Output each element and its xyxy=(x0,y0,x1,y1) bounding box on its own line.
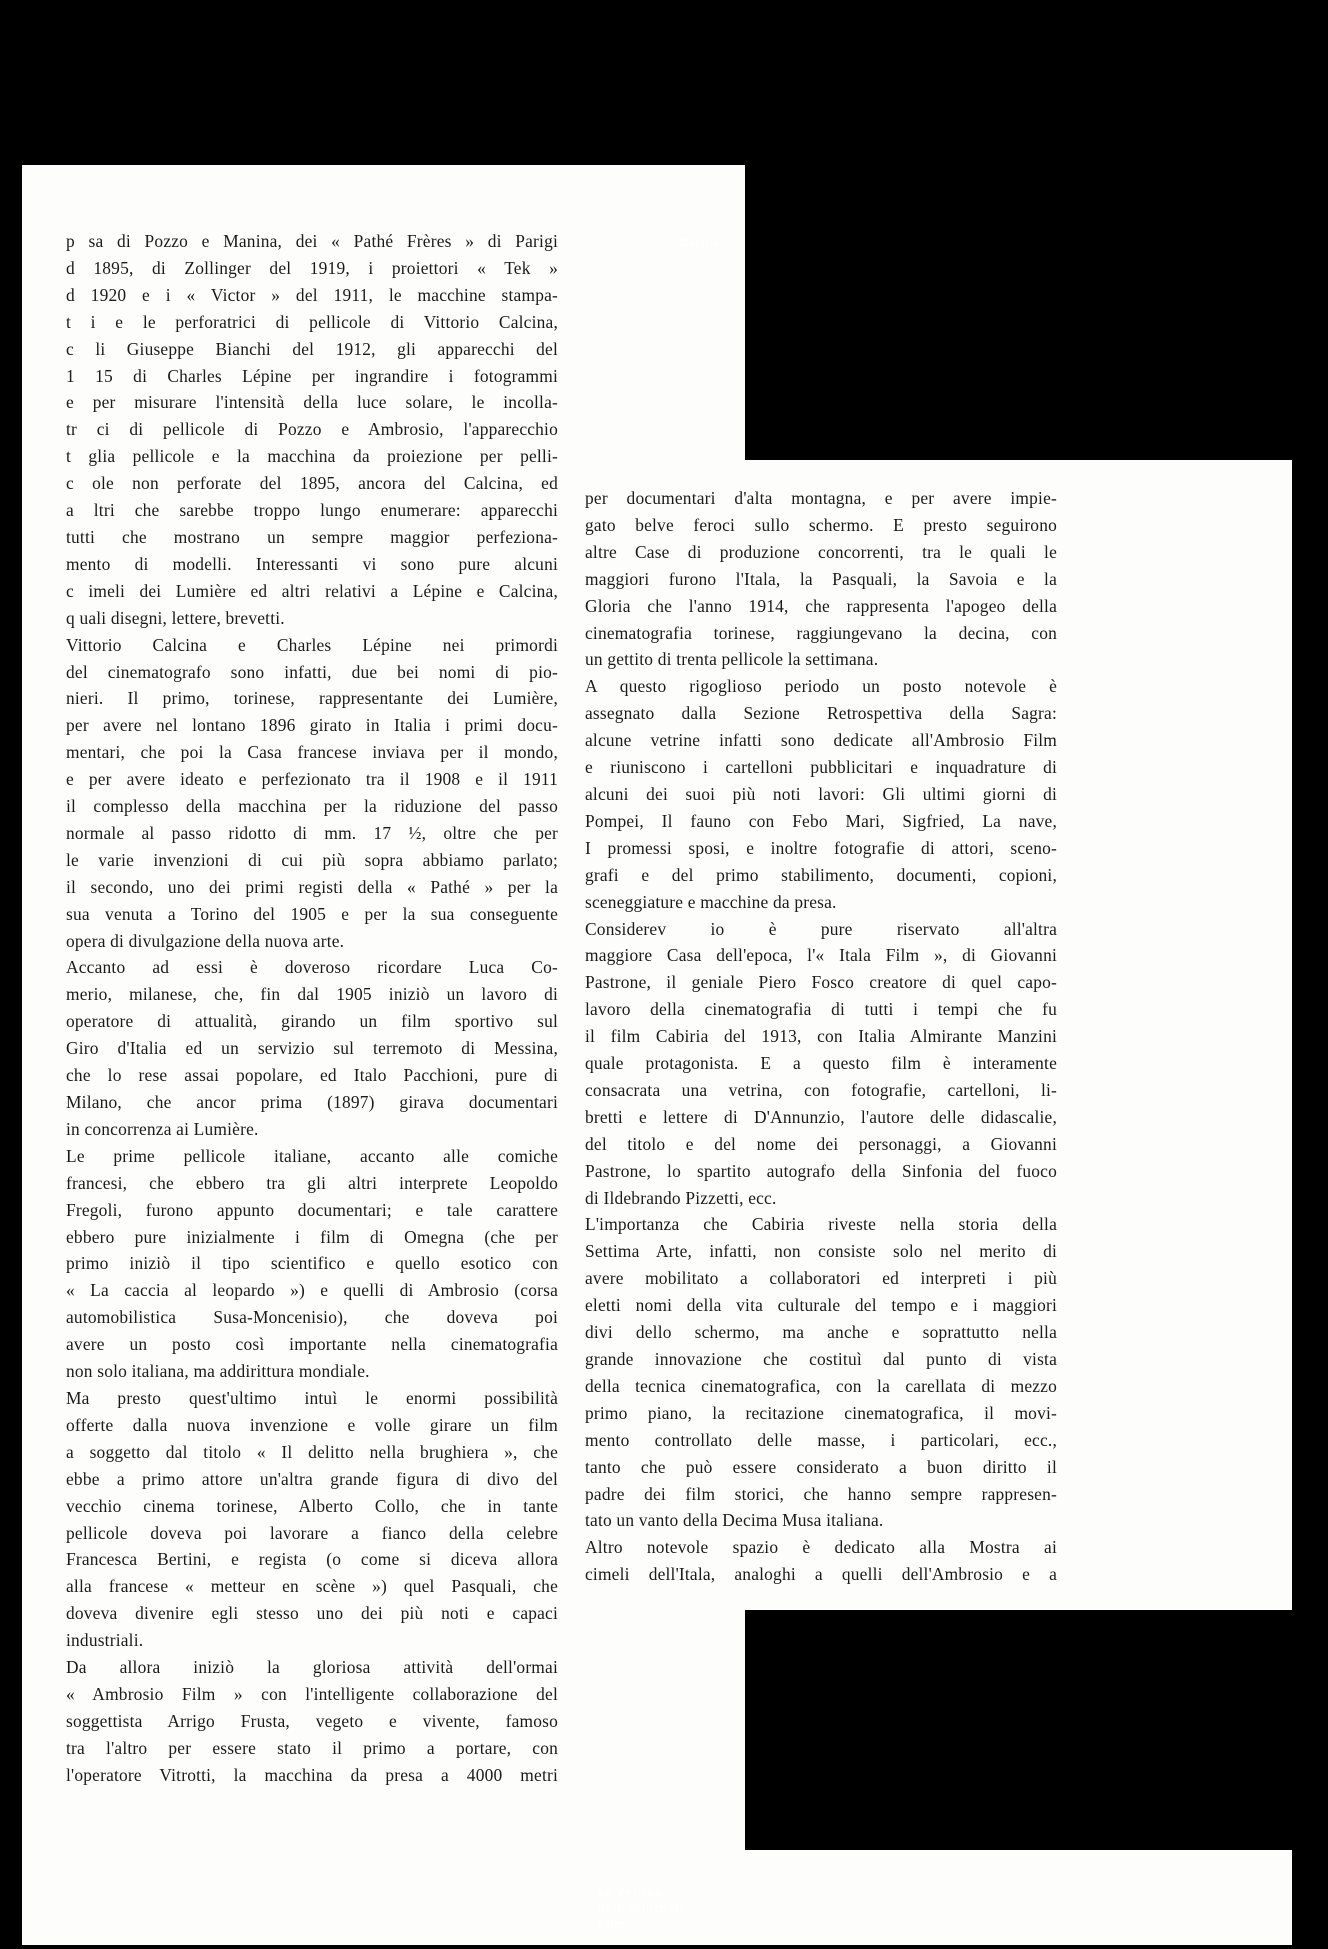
text-line: c imeli dei Lumière ed altri relativi a Lépine e Calcina, xyxy=(66,580,558,601)
cabiria-photo-area xyxy=(745,165,1305,460)
text-line: di Ildebrando Pizzetti, ecc. xyxy=(585,1187,777,1208)
text-line: c ole non perforate del 1895, ancora del Calcina, ed xyxy=(66,473,558,494)
text-line: eletti nomi della vita culturale del tempo e i maggiori xyxy=(585,1295,1057,1316)
text-line: automobilistica Susa-Moncenisio), che doveva poi xyxy=(66,1307,558,1328)
caption-line: La vetrina xyxy=(598,1887,663,1899)
text-line: della tecnica cinematografica, con la carellata di mezzo xyxy=(585,1375,1057,1396)
text-line: Pompei, Il fauno con Febo Mari, Sigfried, La nave, xyxy=(585,810,1057,831)
right-text-column xyxy=(585,485,1057,1588)
text-line: Accanto ad essi è doveroso ricordare Luca Co- xyxy=(66,957,558,978)
text-line: Ma presto quest'ultimo intuì le enormi possibilità xyxy=(66,1387,558,1408)
text-line: che lo rese assai popolare, ed Italo Pacchioni, pure di xyxy=(66,1065,558,1086)
text-line: Vittorio Calcina e Charles Lépine nei primordi xyxy=(66,634,558,655)
text-line: avere un posto così importante nella cinematografia xyxy=(66,1334,558,1355)
text-line: Milano, che ancor prima (1897) girava documentari xyxy=(66,1092,558,1112)
text-line: l'operatore Vitrotti, la macchina da presa a 4000 metri xyxy=(66,1764,558,1785)
text-line: lavoro della cinematografia di tutti i tempi che fu xyxy=(585,999,1057,1020)
text-line: I promessi sposi, e inoltre fotografie di attori, sceno- xyxy=(585,837,1057,858)
text-line: tra l'altro per essere stato il primo a portare, con xyxy=(66,1737,558,1758)
text-line: tanto che può essere considerato a buon diritto il xyxy=(585,1456,1057,1477)
text-line: le varie invenzioni di cui più sopra abbiamo parlato; xyxy=(66,849,558,870)
text-line: maggiori furono l'Itala, la Pasquali, la Savoia e la xyxy=(585,568,1057,589)
text-line: grande innovazione che costituì dal punto di vista xyxy=(585,1349,1057,1369)
text-line: e riuniscono i cartelloni pubblicitari e inquadrature di xyxy=(585,757,1057,778)
text-line: del cinematografo sono infatti, due bei nomi di pio- xyxy=(66,661,558,682)
text-line: vecchio cinema torinese, Alberto Collo, che in tante xyxy=(66,1495,558,1516)
text-line: nieri. Il primo, torinese, rappresentante dei Lumière, xyxy=(66,688,558,709)
text-line: 1 15 di Charles Lépine per ingrandire i fotogrammi xyxy=(66,365,558,386)
text-line: del titolo e del nome dei personaggi, a Giovanni xyxy=(585,1133,1057,1154)
text-line: padre dei film storici, che hanno sempre rappresen- xyxy=(585,1483,1057,1504)
text-line: mento controllato delle masse, i particolari, ecc., xyxy=(585,1429,1057,1450)
text-line: alcuni dei suoi più noti lavori: Gli ultimi giorni di xyxy=(585,783,1057,804)
text-line: d 1920 e i « Victor » del 1911, le macchine stampa- xyxy=(66,284,558,305)
text-line: Da allora iniziò la gloriosa attività dell'ormai xyxy=(66,1657,558,1678)
text-line: consacrata una vetrina, con fotografie, cartelloni, li- xyxy=(585,1079,1057,1100)
text-line: alla francese « metteur en scène ») quel Pasquali, che xyxy=(66,1576,558,1597)
text-line: mento di modelli. Interessanti vi sono pure alcuni xyxy=(66,553,558,574)
text-line: industriali. xyxy=(66,1630,144,1651)
text-line: a soggetto dal titolo « Il delitto nella brughiera », che xyxy=(66,1441,558,1462)
text-line: francesi, che ebbero tra gli altri interprete Leopoldo xyxy=(66,1172,558,1193)
text-line: Giro d'Italia ed un servizio sul terremoto di Messina, xyxy=(66,1038,558,1059)
text-line: Pastrone, lo spartito autografo della Sinfonia del fuoco xyxy=(585,1160,1057,1181)
left-text-column xyxy=(66,228,558,1789)
text-line: sua venuta a Torino del 1905 e per la sua conseguente xyxy=(66,903,558,924)
text-line: ebbe a primo attore un'altra grande figura di divo del xyxy=(66,1468,558,1489)
caption-line: dell'Ambrosio xyxy=(598,1903,688,1915)
text-line: opera di divulgazione della nuova arte. xyxy=(66,930,345,951)
text-line: operatore di attualità, girando un film sportivo sul xyxy=(66,1011,558,1032)
text-line: primo iniziò il tipo scientifico e quello esotico con xyxy=(66,1253,558,1274)
text-line: assegnato dalla Sezione Retrospettiva della Sagra: xyxy=(585,703,1057,724)
text-line: sceneggiature e macchine da presa. xyxy=(585,891,837,912)
text-line: ebbero pure inizialmente i film di Omegna (che per xyxy=(66,1226,558,1247)
text-line: mentari, che poi la Casa francese inviava per il mondo, xyxy=(66,742,558,763)
text-line: cinematografia torinese, raggiungevano la decina, con xyxy=(585,622,1057,643)
text-line: Fregoli, furono appunto documentari; e tale carattere xyxy=(66,1199,558,1220)
text-line: a ltri che sarebbe troppo lungo enumerare: apparecchi xyxy=(66,500,558,521)
text-line: Settima Arte, infatti, non consiste solo nel merito di xyxy=(585,1241,1057,1262)
text-line: Francesca Bertini, e regista (o come si diceva allora xyxy=(66,1549,558,1570)
text-line: tutti che mostrano un sempre maggior perfeziona- xyxy=(66,526,558,547)
text-line: per avere nel lontano 1896 girato in Italia i primi docu- xyxy=(66,715,558,736)
text-line: tr ci di pellicole di Pozzo e Ambrosio, l'apparecchio xyxy=(66,419,558,440)
text-line: avere mobilitato a collaboratori ed interpreti i più xyxy=(585,1268,1057,1289)
text-line: grafi e del primo stabilimento, documenti, copioni, xyxy=(585,864,1057,885)
text-line: Gloria che l'anno 1914, che rappresenta l'apogeo della xyxy=(585,595,1057,616)
text-line: quale protagonista. E a questo film è interamente xyxy=(585,1053,1057,1074)
text-line: il secondo, uno dei primi registi della « Pathé » per la xyxy=(66,876,558,897)
text-line: in concorrenza ai Lumière. xyxy=(66,1118,259,1139)
text-line: normale al passo ridotto di mm. 17 ½, oltre che per xyxy=(66,822,558,843)
text-line: doveva divenire egli stesso uno dei più noti e capaci xyxy=(66,1603,558,1624)
text-line: merio, milanese, che, fin dal 1905 iniziò un lavoro di xyxy=(66,984,558,1005)
text-line: t glia pellicole e la macchina da proiezione per pelli- xyxy=(66,446,558,467)
text-line: « La caccia al leopardo ») e quelli di Ambrosio (corsa xyxy=(66,1280,558,1301)
text-line: Pastrone, il geniale Piero Fosco creatore di quel capo- xyxy=(585,972,1057,993)
text-line: d 1895, di Zollinger del 1919, i proiettori « Tek » xyxy=(66,257,558,278)
text-line: tato un vanto della Decima Musa italiana. xyxy=(585,1510,884,1531)
text-line: bretti e lettere di D'Annunzio, l'autore delle didascalie, xyxy=(585,1106,1057,1127)
text-line: per documentari d'alta montagna, e per avere impie- xyxy=(585,488,1057,508)
text-line: e per avere ideato e perfezionato tra il 1908 e il 1911 xyxy=(66,769,558,790)
text-line: non solo italiana, ma addirittura mondiale. xyxy=(66,1361,370,1382)
text-line: altre Case di produzione concorrenti, tra le quali le xyxy=(585,541,1057,562)
text-line: e per misurare l'intensità della luce solare, le incolla- xyxy=(66,392,558,413)
text-line: alcune vetrine infatti sono dedicate all'Ambrosio Film xyxy=(585,730,1057,751)
caption-ambrosio-vitrine xyxy=(598,1885,687,1933)
text-line: pellicole doveva poi lavorare a fianco della celebre xyxy=(66,1522,558,1543)
text-line: un gettito di trenta pellicole la settimana. xyxy=(585,649,879,670)
text-line: gato belve feroci sullo schermo. E presto seguirono xyxy=(585,514,1057,535)
text-line: L'importanza che Cabiria riveste nella storia della xyxy=(585,1214,1057,1235)
caption-line: Film. xyxy=(598,1919,630,1931)
text-line: Le prime pellicole italiane, accanto alle comiche xyxy=(66,1145,558,1166)
text-line: il film Cabiria del 1913, con Italia Almirante Manzini xyxy=(585,1026,1057,1047)
text-line: offerte dalla nuova invenzione e volle girare un film xyxy=(66,1414,558,1435)
text-line: maggiore Casa dell'epoca, l'« Itala Film », di Giovanni xyxy=(585,945,1057,966)
text-line: c li Giuseppe Bianchi del 1912, gli apparecchi del xyxy=(66,338,558,359)
text-line: Altro notevole spazio è dedicato alla Mostra ai xyxy=(585,1537,1057,1558)
text-line: il complesso della macchina per la riduzione del passo xyxy=(66,796,558,817)
text-line: t i e le perforatrici di pellicole di Vittorio Calcina, xyxy=(66,311,558,332)
text-line: A questo rigoglioso periodo un posto notevole è xyxy=(585,676,1057,697)
caption-cabiria: Cabiria. xyxy=(680,238,723,250)
text-line: p sa di Pozzo e Manina, dei « Pathé Frères » di Parigi xyxy=(66,231,558,251)
text-line: soggettista Arrigo Frusta, vegeto e vivente, famoso xyxy=(66,1710,558,1731)
text-line: divi dello schermo, ma anche e soprattutto nella xyxy=(585,1322,1057,1343)
text-line: Considerev io è pure riservato all'altra xyxy=(585,918,1057,939)
text-line: « Ambrosio Film » con l'intelligente collaborazione del xyxy=(66,1683,558,1704)
text-line: primo piano, la recitazione cinematografica, il movi- xyxy=(585,1402,1057,1423)
ambrosio-vitrine-photo-area xyxy=(745,1610,1305,1850)
text-line: q uali disegni, lettere, brevetti. xyxy=(66,607,285,628)
text-line: cimeli dell'Itala, analoghi a quelli dell'Ambrosio e a xyxy=(585,1564,1057,1585)
